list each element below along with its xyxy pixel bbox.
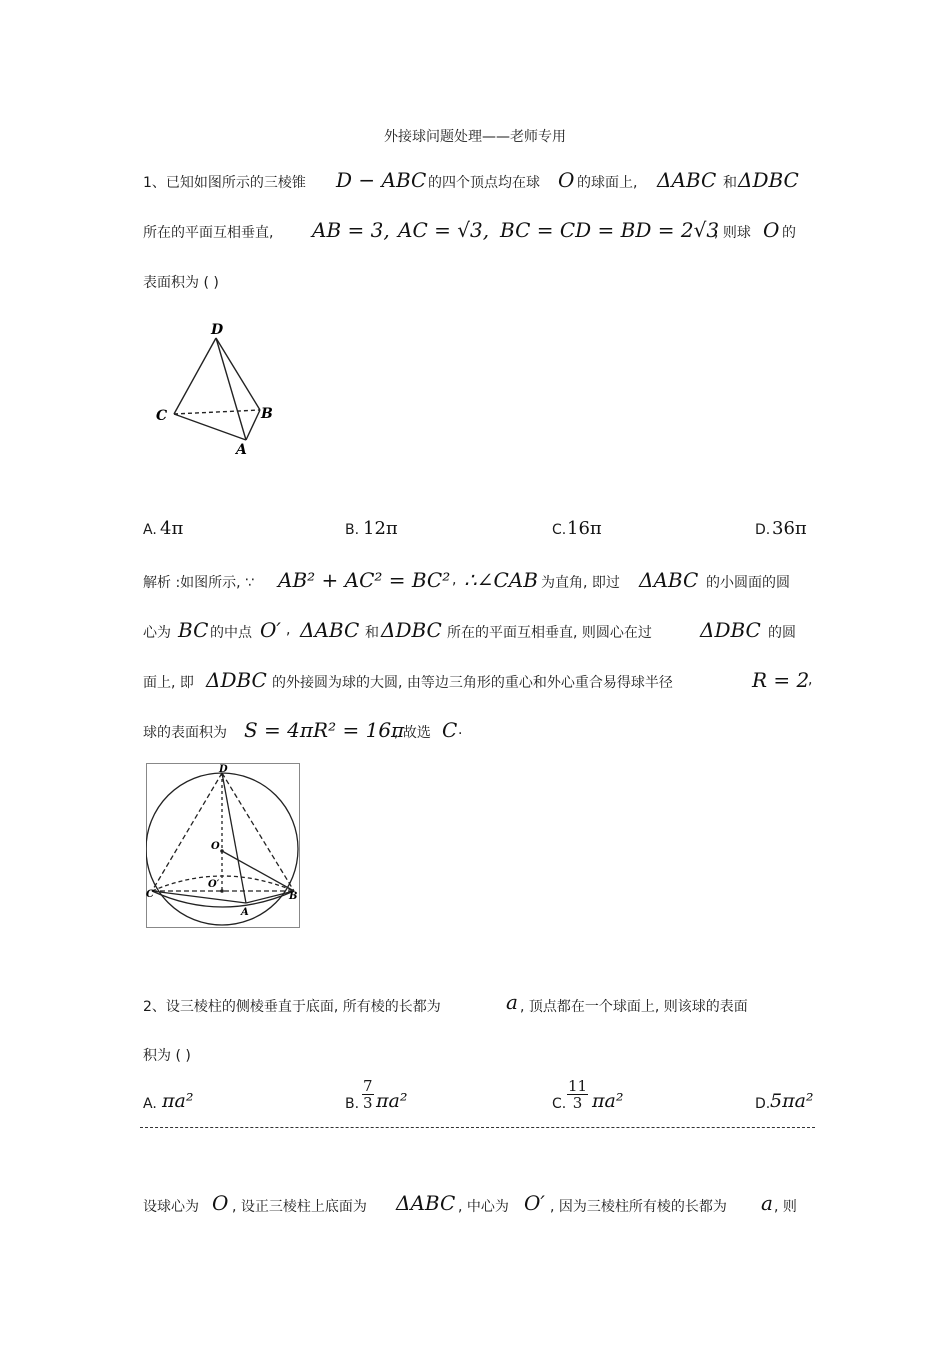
q1-text: 的四个顶点均在球	[428, 175, 540, 191]
solution-text: 心为	[143, 625, 171, 641]
fraction-numerator: 11	[568, 1077, 588, 1095]
solution-math: ΔDBC	[700, 618, 761, 642]
vertex-label-b: B	[261, 406, 273, 422]
tetrahedron-figure	[150, 318, 280, 458]
q1-text: 的球面上,	[577, 175, 638, 191]
solution-text: 设球心为	[143, 1199, 199, 1215]
q1-text: 和	[723, 175, 737, 191]
q1-text: , 则球	[714, 225, 751, 241]
page-divider	[140, 1127, 815, 1128]
option-c-fraction	[567, 1078, 588, 1111]
solution-math: O′	[524, 1191, 545, 1215]
solution-text: 面上, 即	[143, 675, 194, 691]
solution-text: 解析 :如图所示, ∵	[143, 575, 254, 591]
q2-text: , 顶点都在一个球面上, 则该球的表面	[520, 999, 748, 1015]
q1-text: 所在的平面互相垂直,	[143, 225, 274, 241]
option-c-label: C.	[552, 1096, 567, 1112]
solution-text: 的圆	[768, 625, 796, 641]
vertex-label-a: A	[236, 442, 247, 458]
solution-math: ΔABC	[639, 568, 699, 592]
solution-math: BC	[178, 618, 209, 642]
option-b-fraction	[362, 1078, 374, 1111]
solution-text: ,	[808, 672, 813, 688]
q1-text: 表面积为 ( )	[143, 275, 219, 291]
solution-math: ΔDBC	[381, 618, 442, 642]
vertex-label-a: A	[241, 907, 249, 918]
solution-math: a	[761, 1191, 773, 1215]
q1-text: 1、已知如图所示的三棱锥	[143, 175, 306, 191]
sphere-figure	[146, 763, 300, 928]
doc-title: 外接球问题处理——老师专用	[384, 129, 566, 145]
option-c-value: πa²	[592, 1090, 624, 1112]
solution-math: ΔABC	[396, 1191, 456, 1215]
q1-math: ΔABC	[657, 168, 717, 192]
option-d-value: 5πa²	[770, 1090, 814, 1112]
solution-text: , 则	[774, 1199, 797, 1215]
vertex-label-d: D	[219, 764, 228, 775]
vertex-label-c: C	[146, 889, 154, 900]
vertex-label-d: D	[211, 322, 224, 338]
option-c-value: 16π	[567, 518, 602, 539]
solution-math: ΔABC	[300, 618, 360, 642]
solution-text: , 中心为	[458, 1199, 509, 1215]
solution-text: 球的表面积为	[143, 725, 227, 741]
solution-text: 的中点	[210, 625, 252, 641]
q2-math: a	[506, 990, 518, 1014]
solution-math: O′	[260, 618, 281, 642]
q1-math: O	[558, 168, 575, 192]
q1-math: D − ABC	[336, 168, 427, 192]
solution-math: R = 2	[752, 668, 810, 692]
q1-math: BC = CD = BD = 2√3	[500, 218, 720, 242]
solution-text: 和	[365, 625, 379, 641]
solution-math: ∴∠CAB	[464, 568, 538, 592]
center-label-o-prime: O′	[208, 879, 220, 890]
q1-math: O	[763, 218, 780, 242]
option-d-value: 36π	[772, 518, 807, 539]
option-a-value: 4π	[160, 518, 184, 539]
solution-text: ,	[286, 622, 291, 638]
fraction-denominator: 3	[363, 1094, 373, 1112]
option-c-label: C.	[552, 522, 567, 538]
option-d-label: D.	[755, 1096, 771, 1112]
solution-text: 的外接圆为球的大圆, 由等边三角形的重心和外心重合易得球半径	[272, 675, 673, 691]
option-a-label: A.	[143, 1096, 157, 1112]
option-b-label: B.	[345, 522, 360, 538]
option-b-value: 12π	[363, 518, 398, 539]
solution-text: ,	[452, 572, 457, 588]
solution-text: , 故选	[394, 725, 431, 741]
solution-text: 为直角, 即过	[541, 575, 620, 591]
q1-math: ΔDBC	[738, 168, 799, 192]
option-b-label: B.	[345, 1096, 360, 1112]
q1-text: 的	[782, 225, 796, 241]
q2-text: 积为 ( )	[143, 1048, 191, 1064]
solution-text: 的小圆面的圆	[706, 575, 790, 591]
option-d-label: D.	[755, 522, 771, 538]
solution-math: ΔDBC	[206, 668, 267, 692]
solution-math: O	[212, 1191, 229, 1215]
q2-text: 2、设三棱柱的侧棱垂直于底面, 所有棱的长都为	[143, 999, 441, 1015]
solution-math: AB² + AC² = BC²	[278, 568, 451, 592]
q1-math: AB = 3,	[312, 218, 390, 242]
center-label-o: O	[211, 841, 220, 852]
solution-text: .	[458, 722, 463, 738]
solution-math: C	[442, 718, 458, 742]
solution-math: S = 4πR² = 16π	[244, 718, 405, 742]
solution-text: 所在的平面互相垂直, 则圆心在过	[447, 625, 652, 641]
option-b-value: πa²	[376, 1090, 408, 1112]
fraction-denominator: 3	[572, 1094, 583, 1112]
solution-text: , 因为三棱柱所有棱的长都为	[550, 1199, 727, 1215]
fraction-numerator: 7	[363, 1077, 373, 1095]
solution-text: , 设正三棱柱上底面为	[232, 1199, 367, 1215]
vertex-label-c: C	[156, 408, 168, 424]
q1-math: AC = √3,	[398, 218, 490, 242]
option-a-label: A.	[143, 522, 157, 538]
vertex-label-b: B	[289, 891, 298, 902]
option-a-value: πa²	[162, 1090, 194, 1112]
